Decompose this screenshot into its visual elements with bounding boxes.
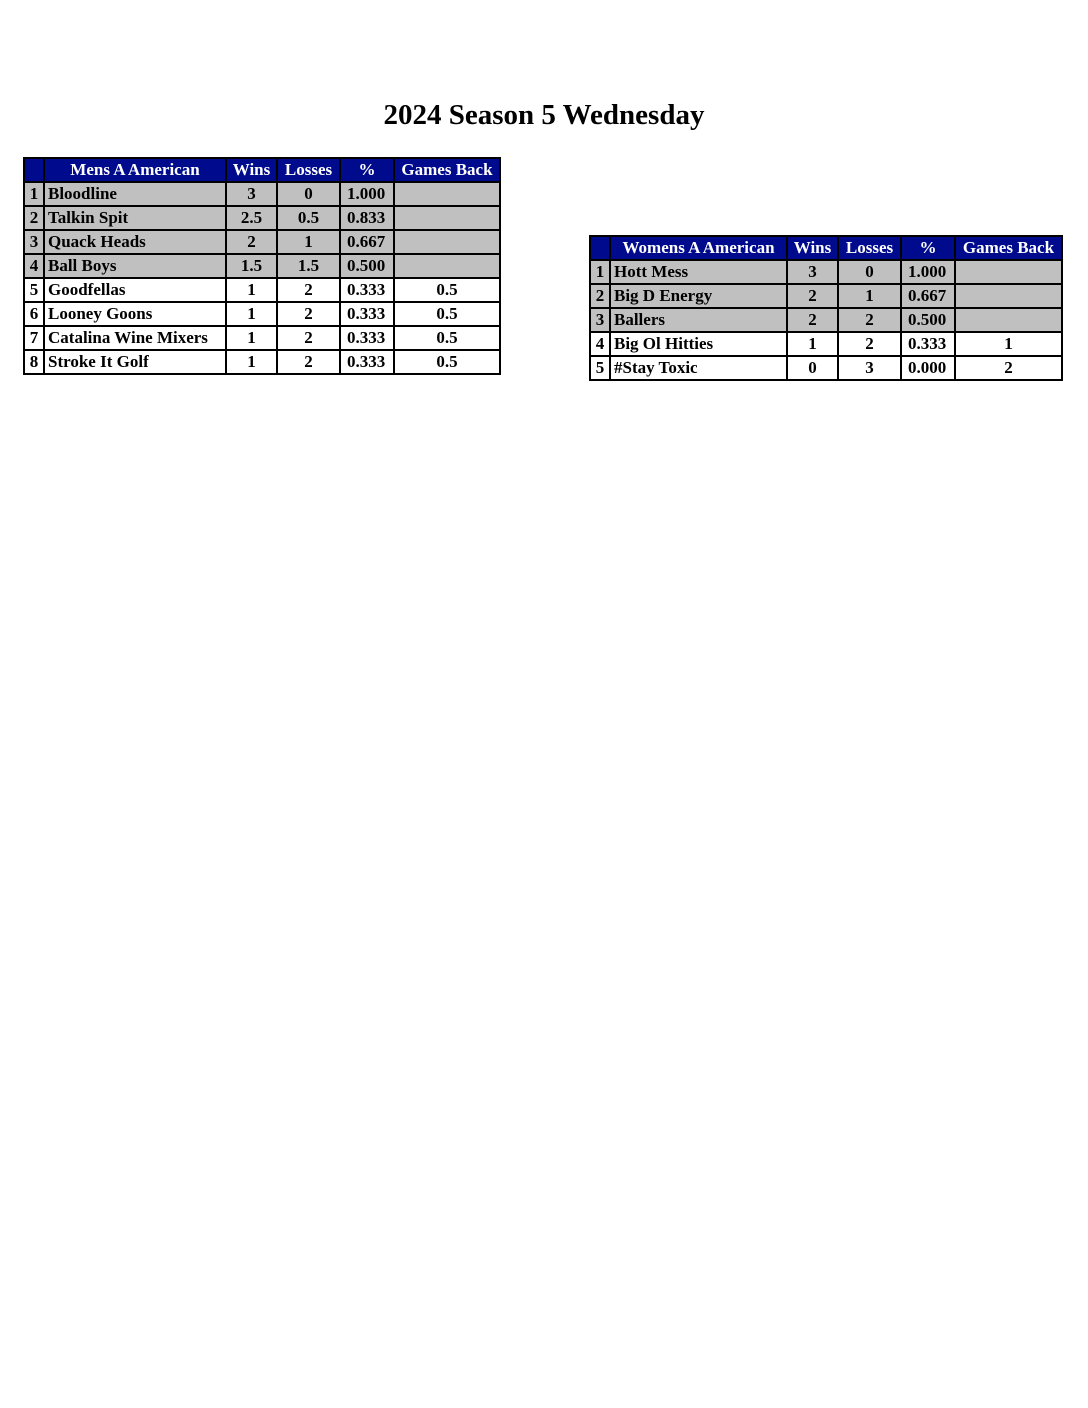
games-back-cell (394, 230, 500, 254)
womens-standings-table (589, 235, 1063, 381)
mens-standings-table (23, 157, 501, 375)
mens-standings-row (24, 206, 500, 230)
losses-cell: 2 (838, 308, 901, 332)
mens-standings-row (24, 350, 500, 374)
losses-cell: 3 (838, 356, 901, 380)
losses-cell: 2 (277, 278, 340, 302)
games-back-cell (955, 308, 1062, 332)
womens-standings-row (590, 308, 1062, 332)
pct-cell: 1.000 (340, 182, 394, 206)
wins-cell: 1 (226, 278, 277, 302)
team-name-cell: Hott Mess (610, 260, 787, 284)
team-name-cell: Ballers (610, 308, 787, 332)
wins-cell: 3 (226, 182, 277, 206)
rank-cell: 7 (24, 326, 44, 350)
womens-standings-row (590, 356, 1062, 380)
rank-cell: 1 (24, 182, 44, 206)
games-back-cell: 0.5 (394, 326, 500, 350)
rank-cell: 4 (24, 254, 44, 278)
womens-header-wins: Wins (787, 236, 838, 260)
team-name-cell: Ball Boys (44, 254, 226, 278)
losses-cell: 2 (838, 332, 901, 356)
team-name-cell: Looney Goons (44, 302, 226, 326)
games-back-cell (394, 182, 500, 206)
games-back-cell (394, 206, 500, 230)
rank-cell: 4 (590, 332, 610, 356)
games-back-cell: 1 (955, 332, 1062, 356)
womens-header-row (590, 236, 1062, 260)
team-name-cell: Stroke It Golf (44, 350, 226, 374)
pct-cell: 0.500 (340, 254, 394, 278)
team-name-cell: Big D Energy (610, 284, 787, 308)
mens-header-games-back: Games Back (394, 158, 500, 182)
pct-cell: 0.333 (340, 278, 394, 302)
pct-cell: 0.667 (340, 230, 394, 254)
losses-cell: 1 (277, 230, 340, 254)
losses-cell: 0 (277, 182, 340, 206)
pct-cell: 1.000 (901, 260, 955, 284)
mens-standings-row (24, 182, 500, 206)
games-back-cell (955, 260, 1062, 284)
team-name-cell: Catalina Wine Mixers (44, 326, 226, 350)
team-name-cell: Bloodline (44, 182, 226, 206)
losses-cell: 1.5 (277, 254, 340, 278)
womens-header-losses: Losses (838, 236, 901, 260)
womens-standings-row (590, 284, 1062, 308)
rank-cell: 2 (24, 206, 44, 230)
rank-cell: 2 (590, 284, 610, 308)
womens-standings-row (590, 260, 1062, 284)
games-back-cell (394, 254, 500, 278)
wins-cell: 1 (787, 332, 838, 356)
games-back-cell (955, 284, 1062, 308)
rank-cell: 5 (590, 356, 610, 380)
mens-header-row (24, 158, 500, 182)
mens-header-pct: % (340, 158, 394, 182)
rank-cell: 8 (24, 350, 44, 374)
mens-standings-row (24, 302, 500, 326)
team-name-cell: #Stay Toxic (610, 356, 787, 380)
team-name-cell: Talkin Spit (44, 206, 226, 230)
games-back-cell: 2 (955, 356, 1062, 380)
games-back-cell: 0.5 (394, 350, 500, 374)
womens-rows (590, 260, 1062, 380)
pct-cell: 0.000 (901, 356, 955, 380)
rank-cell: 1 (590, 260, 610, 284)
pct-cell: 0.833 (340, 206, 394, 230)
losses-cell: 1 (838, 284, 901, 308)
womens-header-division: Womens A American (610, 236, 787, 260)
rank-cell: 3 (24, 230, 44, 254)
mens-rows (24, 182, 500, 374)
mens-header-losses: Losses (277, 158, 340, 182)
mens-standings-row (24, 230, 500, 254)
wins-cell: 2.5 (226, 206, 277, 230)
wins-cell: 1 (226, 350, 277, 374)
pct-cell: 0.667 (901, 284, 955, 308)
rank-cell: 5 (24, 278, 44, 302)
wins-cell: 2 (226, 230, 277, 254)
mens-header-rank (24, 158, 44, 182)
womens-header-pct: % (901, 236, 955, 260)
mens-header-wins: Wins (226, 158, 277, 182)
pct-cell: 0.333 (340, 326, 394, 350)
team-name-cell: Big Ol Hitties (610, 332, 787, 356)
losses-cell: 2 (277, 302, 340, 326)
wins-cell: 1 (226, 326, 277, 350)
womens-header-rank (590, 236, 610, 260)
losses-cell: 2 (277, 350, 340, 374)
team-name-cell: Quack Heads (44, 230, 226, 254)
wins-cell: 2 (787, 308, 838, 332)
rank-cell: 3 (590, 308, 610, 332)
games-back-cell: 0.5 (394, 278, 500, 302)
pct-cell: 0.333 (901, 332, 955, 356)
wins-cell: 0 (787, 356, 838, 380)
page-title: 2024 Season 5 Wednesday (383, 99, 705, 131)
team-name-cell: Goodfellas (44, 278, 226, 302)
womens-standings-row (590, 332, 1062, 356)
mens-standings-row (24, 278, 500, 302)
wins-cell: 1.5 (226, 254, 277, 278)
losses-cell: 0 (838, 260, 901, 284)
pct-cell: 0.500 (901, 308, 955, 332)
womens-header-games-back: Games Back (955, 236, 1062, 260)
losses-cell: 2 (277, 326, 340, 350)
pct-cell: 0.333 (340, 350, 394, 374)
losses-cell: 0.5 (277, 206, 340, 230)
wins-cell: 1 (226, 302, 277, 326)
pct-cell: 0.333 (340, 302, 394, 326)
mens-header-division: Mens A American (44, 158, 226, 182)
games-back-cell: 0.5 (394, 302, 500, 326)
mens-standings-row (24, 326, 500, 350)
rank-cell: 6 (24, 302, 44, 326)
wins-cell: 2 (787, 284, 838, 308)
mens-standings-row (24, 254, 500, 278)
wins-cell: 3 (787, 260, 838, 284)
